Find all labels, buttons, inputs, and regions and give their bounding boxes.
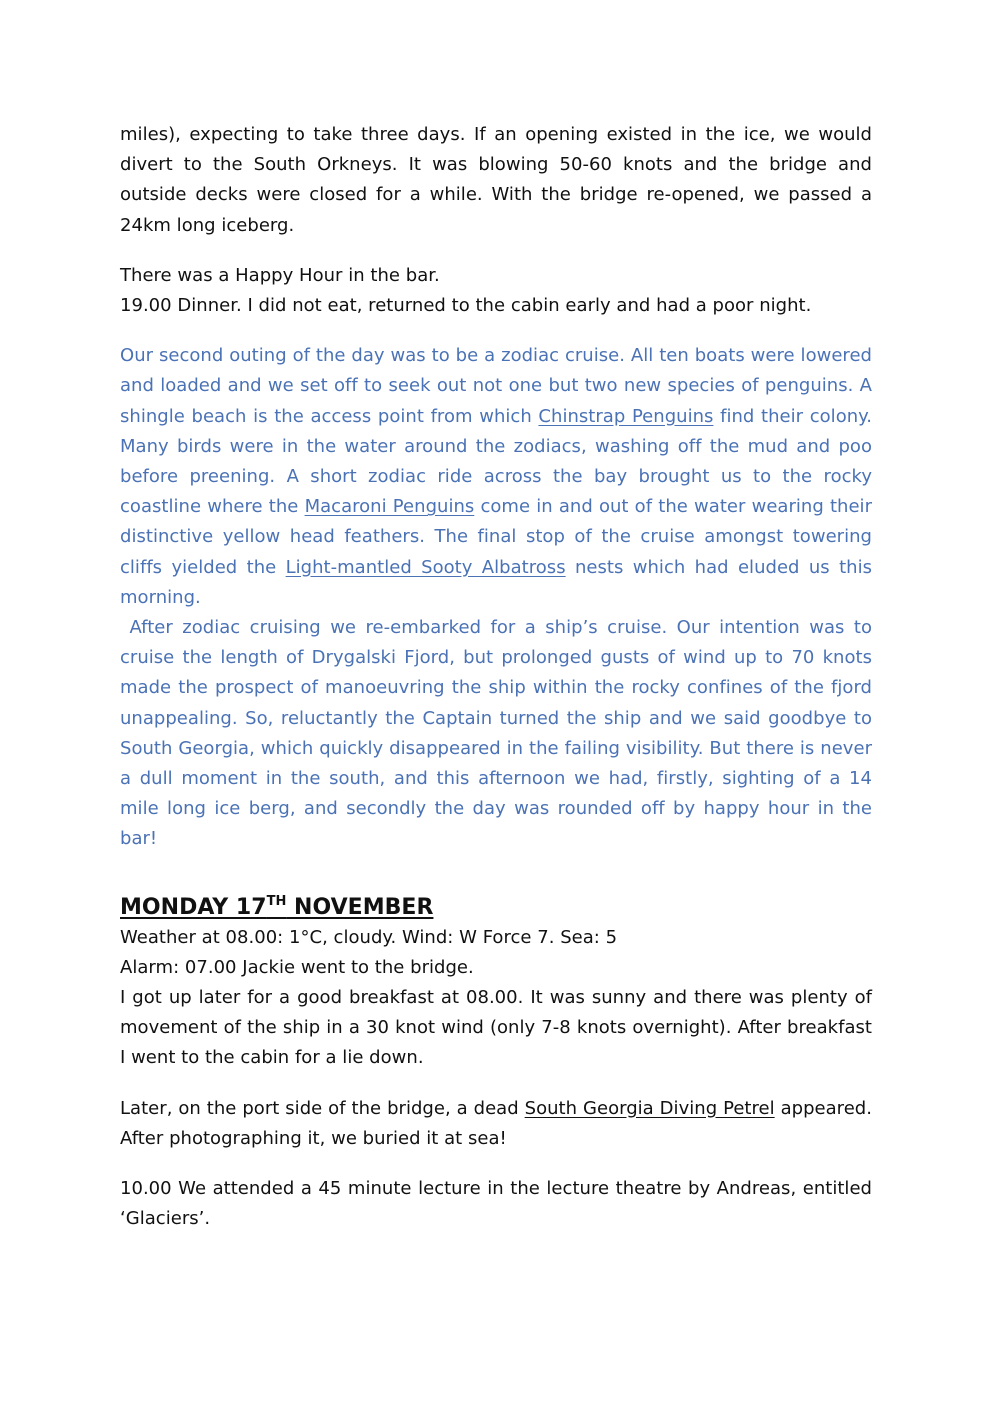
zodiac-text-2: find their colony. Many birds were in the water around the zodiacs, washing off the mud and poo before preening. A short zodiac ride across the bay brought us to the rocky coastline where the bbox=[120, 405, 873, 518]
weather-line: Weather at 08.00: 1°C, cloudy. Wind: W Force 7. Sea: 5 bbox=[120, 926, 618, 948]
petrel-paragraph bbox=[120, 1094, 872, 1154]
heading-text-a: MONDAY 17 bbox=[120, 894, 267, 920]
chinstrap-penguins-link[interactable]: Chinstrap Penguins bbox=[538, 405, 714, 427]
happy-hour-line: There was a Happy Hour in the bar. bbox=[120, 264, 440, 286]
document-page bbox=[120, 120, 872, 1235]
monday-heading bbox=[120, 893, 872, 923]
diving-petrel-link[interactable]: South Georgia Diving Petrel bbox=[524, 1097, 775, 1119]
happy-hour-paragraph bbox=[120, 261, 872, 321]
dinner-line: 19.00 Dinner. I did not eat, returned to the cabin early and had a poor night. bbox=[120, 295, 812, 317]
monday-block bbox=[120, 923, 872, 1074]
heading-text-b: NOVEMBER bbox=[286, 894, 434, 920]
zodiac-text-4: nests which had eluded us this morning. bbox=[120, 556, 872, 608]
lecture-paragraph: 10.00 We attended a 45 minute lecture in the lecture theatre by Andreas, entitled ‘Glaciers’. bbox=[120, 1178, 872, 1230]
intro-paragraph: miles), expecting to take three days. If an opening existed in the ice, we would divert to the South Orkneys. It was blowing 50-60 knots and the bridge and outside decks were closed for a while. With the bridge re-opened, we passed a 24km long iceberg. bbox=[120, 124, 872, 236]
ship-cruise-paragraph: After zodiac cruising we re-embarked for a ship’s cruise. Our intention was to cruise the length of Drygalski Fjord, but prolonged gusts of wind up to 70 knots made the prospect of manoeuvring the ship within the rocky confines of the fjord unappealing. So, reluctantly the Captain turned the ship and we said goodbye to South Georgia, which quickly disappeared in the failing visibility. But there is never a dull moment in the south, and this afternoon we had, firstly, sighting of a 14 mile long ice berg, and secondly the day was rounded off by happy hour in the bar! bbox=[120, 617, 872, 850]
zodiac-text-1: Our second outing of the day was to be a zodiac cruise. All ten boats were lowered and loaded and we set off to seek out not one but two new species of penguins. A shingle beach is the access point from which bbox=[120, 345, 872, 427]
breakfast-text: I got up later for a good breakfast at 08.00. It was sunny and there was plenty of movement of the ship in a 30 knot wind (only 7-8 knots overnight). After breakfast I went to the cabin for a lie down. bbox=[120, 987, 872, 1069]
macaroni-penguins-link[interactable]: Macaroni Penguins bbox=[304, 496, 475, 518]
zodiac-cruise-paragraph bbox=[120, 341, 872, 613]
zodiac-text-3: come in and out of the water wearing their distinctive yellow head feathers. The final stop of the cruise amongst towering cliffs yielded the bbox=[120, 496, 873, 578]
sooty-albatross-link[interactable]: Light-mantled Sooty Albatross bbox=[285, 556, 566, 578]
petrel-text-b: appeared. After photographing it, we buried it at sea! bbox=[120, 1097, 872, 1149]
petrel-text-a: Later, on the port side of the bridge, a dead bbox=[120, 1097, 525, 1119]
heading-superscript: TH bbox=[266, 893, 287, 909]
alarm-line: Alarm: 07.00 Jackie went to the bridge. bbox=[120, 956, 474, 978]
